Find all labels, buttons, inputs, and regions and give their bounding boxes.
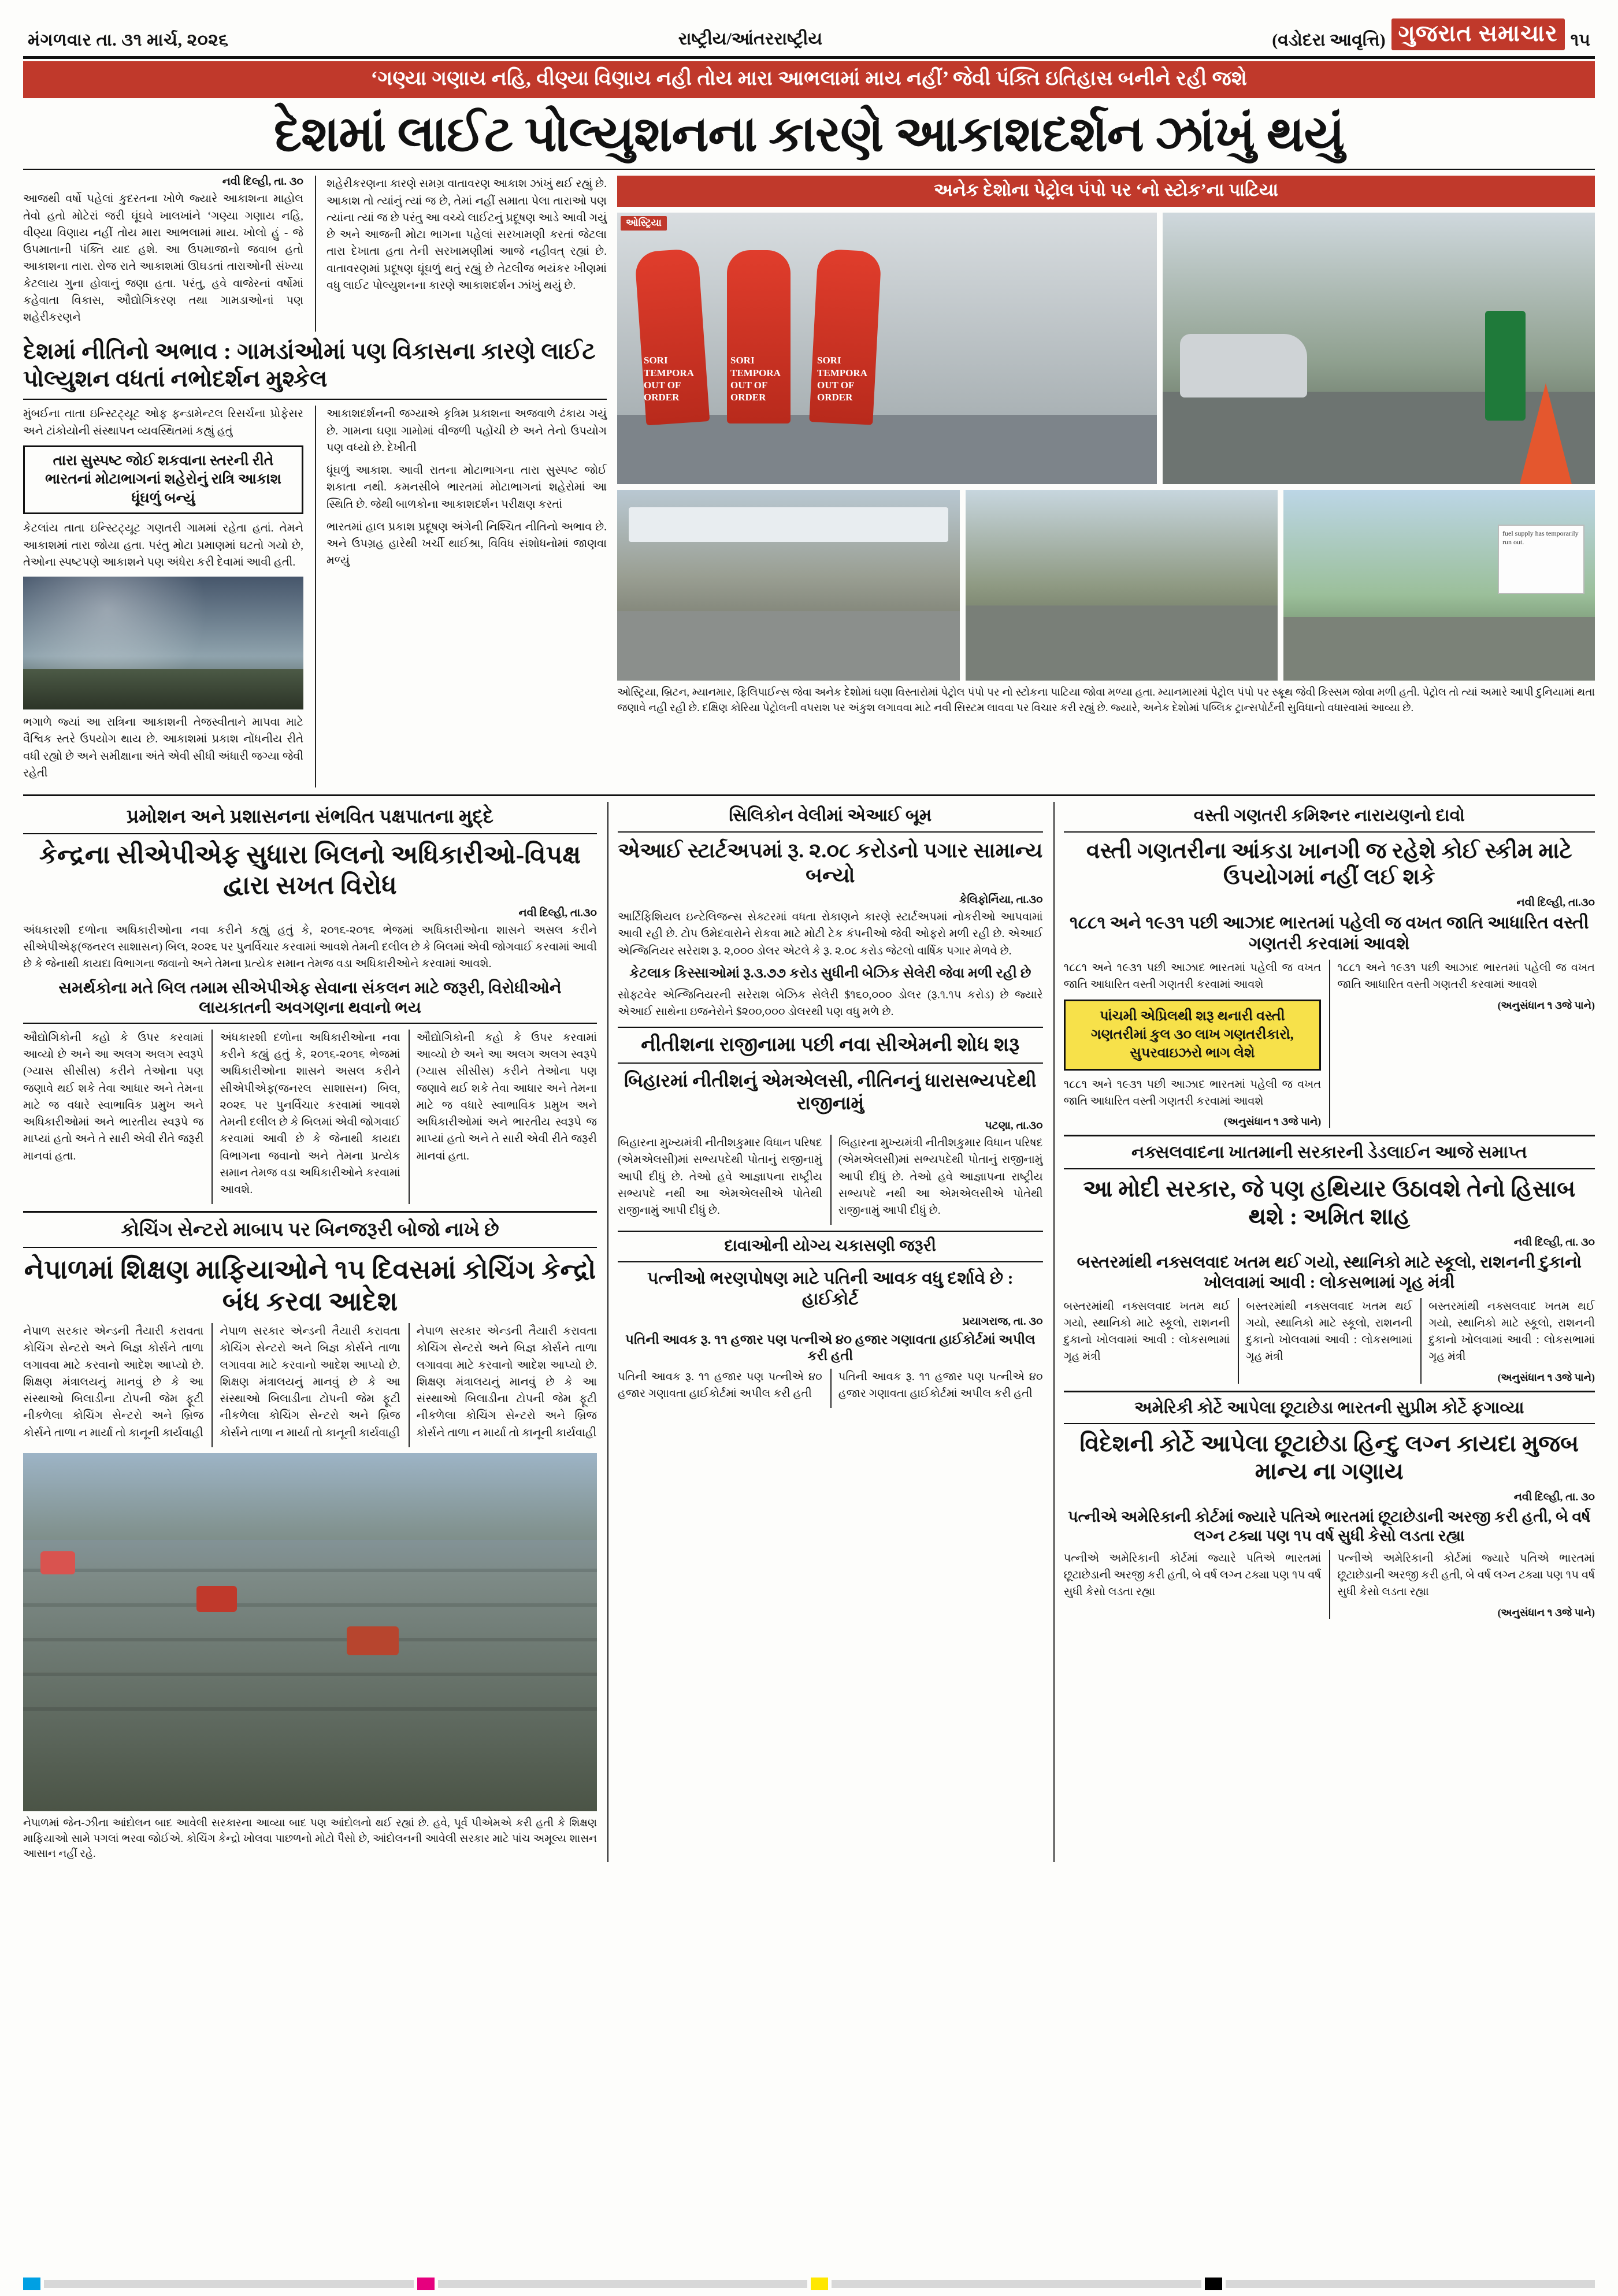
- story-divorce-para-2: પત્નીએ અમેરિકાની કોર્ટમાં જ્યારે પતિએ ભારતમાં છૂટાછેડાની અરજી કરી હતી, બે વર્ષ લગ્ન ટક્યા પણ ૧૫ વર્ષ સુધી કેસો લડતા રહ્યા: [1337, 1552, 1595, 1599]
- lead-sub-para-6: ભારતમાં હાલ પ્રકાશ પ્રદૂષણ અંગેની નિશ્ચિત નીતિનો અભાવ છે. અને ઉપગ્રહ હારેથી ખર્ચી થાઈશ્રા, વિવિધ સંશોધનોમાં જાણવા મળ્યું: [326, 521, 607, 567]
- lead-para-1: આજથી વર્ષો પહેલાં કુદરતના ખોળે જ્યારે આકાશના માહોલ તેવો હતો મોટેરાં જરી ઘૂંઘવે ખાલખાંને ‘ગણ્યા ગણાય નહિ, વીણ્યા વિણાય નહીં તોય મારા આભલામાં માય. ખોલો હું - જે ઉપમાતાની પંક્તિ યાદ હશે. આ ઉપમાજાનો જવાબ હતો આકાશના તારા. રોજ રાતે આકાશમાં ઊઘડતાં તારાઓની સંખ્યા કેટલાય ગુના હોવાનું જણા હતા. પરંતુ, હવે વાજેરનાં વર્ષોમાં કહેવાતા વિકાસ, ઔદ્યોગિકરણ તથા ગામડાઓનાં પણ શહેરીકરણને: [23, 193, 303, 324]
- night-sky-photo: [23, 577, 303, 709]
- story-ai-dateline: કેલિફોર્નિયા, તા.૩૦: [959, 894, 1043, 906]
- story-maintenance-headline: પત્નીઓ ભરણપોષણ માટે પતિની આવક વધુ દર્શાવે છે : હાઈકોર્ટ: [647, 1268, 1014, 1309]
- story-divorce-para-1: પત્નીએ અમેરિકાની કોર્ટમાં જ્યારે પતિએ ભારતમાં છૂટાછેડાની અરજી કરી હતી, બે વર્ષ લગ્ન ટક્યા પણ ૧૫ વર્ષ સુધી કેસો લડતા રહ્યા: [1063, 1552, 1322, 1599]
- story-census-headline: વસ્તી ગણતરીના આંકડા ખાનગી જ રહેશે કોઈ સ્કીમ માટે ઉપયોગમાં નહીં લઈ શકે: [1086, 838, 1572, 890]
- story-maintenance-subhead: પતિની આવક રૂ. ૧૧ હજાર પણ પત્નીએ ૪૦ હજાર ગણાવતા હાઈકોર્ટમાં અપીલ કરી હતી: [625, 1332, 1036, 1363]
- story-maintenance-para-2: પતિની આવક રૂ. ૧૧ હજાર પણ પત્નીએ ૪૦ હજાર ગણાવતા હાઈકોર્ટમાં અપીલ કરી હતી: [838, 1370, 1043, 1400]
- masthead-edition: (વડોદરા આવૃત્તિ): [1272, 31, 1386, 50]
- story-nepal-para-2: નેપાળ સરકાર એન્ડની તૈયારી કરાવતા કોચિંગ સેન્ટરો અને બિજ્ઞ કોર્સને તાળા લગાવવા માટે કરવાનો આદેશ આપ્યો છે. શિક્ષણ મંત્રાલયનું માનવું છે કે આ સંસ્થાઓ બિલાડીના ટોપની જેમ ફૂટી નીકળેલા કોચિંગ સેન્ટરો અને બ્રિજ કોર્સને તાળા ન માર્યા તો કાનૂની કાર્યવાહી: [220, 1325, 400, 1439]
- cmyk-swatch-black: [1205, 2278, 1222, 2290]
- story-ai-headline: એઆઈ સ્ટાર્ટઅપમાં રૂ. ૨.૦૮ કરોડનો પગાર સામાન્ય બન્યો: [618, 838, 1043, 887]
- story-bihar-para-2: બિહારના મુખ્યમંત્રી નીતીશકુમાર વિધાન પરિષદ (એમએલસી)માં સભ્યપદેથી પોતાનું રાજીનામું આપી દીધું છે. તેઓ હવે આજ્ઞાપના રાષ્ટ્રીય સભ્યપદે નથી આ એમએલસીએ પોતેથી રાજીનામું આપી દીધું છે.: [838, 1137, 1043, 1217]
- story-maintenance-dateline: પ્રયાગરાજ, તા. ૩૦: [962, 1315, 1043, 1328]
- story-capf-dateline: નવી દિલ્હી, તા.૩૦: [518, 906, 597, 919]
- column-ai-startup: [607, 802, 1043, 1862]
- lead-col-2: [315, 176, 607, 332]
- lead-sub-para-5: ધૂંઘળું આકાશ. આવી રાતના મોટાભાગના તારા સુસ્પષ્ટ જોઈ શકાતા નથી. કમનસીબે ભારતમાં મોટાભાગનાં શહેરોમાં આ સ્થિતિ છે. જેથી બાળકોના આકાશદર્શન પરીક્ષણ કરતાં: [326, 465, 607, 511]
- story-census-kicker: વસ્તી ગણતરી કમિશ્નર નારાયણનો દાવો: [1193, 806, 1465, 826]
- lead-sub-para-1: મુંબઈના તાતા ઇન્સ્ટિટ્યૂટ ઓફ ફન્ડામેન્ટલ રિસર્ચના પ્રોફેસર અને ટાંકોયોની સંસ્થાપન વ્યવસ્થિતમાં કહ્યું હતું: [23, 408, 303, 437]
- lead-article-area: [23, 176, 1595, 787]
- story-nepal-para-1: નેપાળ સરકાર એન્ડની તૈયારી કરાવતા કોચિંગ સેન્ટરો અને બિજ્ઞ કોર્સને તાળા લગાવવા માટે કરવાનો આદેશ આપ્યો છે. શિક્ષણ મંત્રાલયનું માનવું છે કે આ સંસ્થાઓ બિલાડીના ટોપની જેમ ફૂટી નીકળેલા કોચિંગ સેન્ટરો અને બ્રિજ કોર્સને તાળા ન માર્યા તો કાનૂની કાર્યવાહી: [23, 1325, 204, 1439]
- lead-strapline: ‘ગણ્યા ગણાય નહિ, વીણ્યા વિણાય નહી તોય મારા આભલામાં માય નહીં’ જેવી પંક્તિ ઇતિહાસ બનીને રહી જશે: [23, 61, 1595, 98]
- nepal-protest-photo: [23, 1453, 597, 1811]
- story-maintenance-kicker: દાવાઓની યોગ્ય ચકાસણી જરૂરી: [724, 1237, 937, 1255]
- story-bihar-para-1: બિહારના મુખ્યમંત્રી નીતીશકુમાર વિધાન પરિષદ (એમએલસી)માં સભ્યપદેથી પોતાનું રાજીનામું આપી દીધું છે. તેઓ હવે આજ્ઞાપના રાષ્ટ્રીય સભ્યપદે નથી આ એમએલસીએ પોતેથી રાજીનામું આપી દીધું છે.: [618, 1137, 822, 1217]
- story-capf-headline: કેન્દ્રના સીએપીએફ સુધારા બિલનો અધિકારીઓ-વિપક્ષ દ્વારા સખત વિરોધ: [39, 841, 581, 900]
- story-maintenance-para-1: પતિની આવક રૂ. ૧૧ હજાર પણ પત્નીએ ૪૦ હજાર ગણાવતા હાઈકોર્ટમાં અપીલ કરી હતી: [618, 1370, 822, 1400]
- photo-package-caption: ઓસ્ટ્રિયા, બ્રિટન, મ્યાનમાર, ફિલિપાઈન્સ જેવા અનેક દેશોમાં ઘણા વિસ્તારોમાં પેટ્રોલ પંપો પર નો સ્ટોકના પાટિયા જોવા મળ્યા હતા. મ્યાનમારમાં પેટ્રોલ પંપો પર સ્ક્રૂથ જેવી કિસ્સમ જોવા મળી હતી. પેટ્રોલ તો ત્યાં અમારે આપી દુનિયામાં થતા જણાવે નહી રહી છે. દક્ષિણ કોરિયા પેટ્રોલની વપરાશ પર અંકુશ લગાવવા માટે નવી સિસ્ટમ લાવવા પર વિચાર કરી રહ્યું છે. જ્યારે, અનેક દેશોમાં પબ્લિક ટ્રાન્સપોર્ટની સુવિધાનો વધારવામાં આવ્યા છે.: [617, 687, 1595, 715]
- masthead-section: રાષ્ટ્રીય/આંતરરાષ્ટ્રીય: [678, 29, 823, 49]
- story-divorce-dateline: નવી દિલ્હી, તા. ૩૦: [1513, 1491, 1595, 1503]
- story-bihar-kicker: નીતીશના રાજીનામા પછી નવા સીએમની શોધ શરૂ: [641, 1034, 1020, 1056]
- story-nepal-headline: નેપાળમાં શિક્ષણ માફિયાઓને ૧૫ દિવસમાં કોચિંગ કેન્દ્રો બંધ કરવા આદેશ: [24, 1254, 596, 1316]
- nepal-photo-caption: નેપાળમાં જેન-ઝીના આંદોલન બાદ આવેલી સરકારના આવ્યા બાદ પણ આંદોલનો થઈ રહ્યાં છે. હવે, પૂર્વ પીએમએ કરી હતી કે શિક્ષણ માફિયાઓ સામે પગલાં ભરવા જોઈએ. કોચિંગ કેન્દ્રો ખોલવા પાછળનો મોટો પૈસો છે, આંદોલનની આવેલી સરકાર માટે પાંચ અમૂલ્ય શાસન આસાન નહીં રહે.: [23, 1817, 597, 1860]
- story-census-contd-2: (અનુસંધાન ૧ ૩જે પાને): [1497, 999, 1595, 1011]
- story-divorce-subhead: પત્નીએ અમેરિકાની કોર્ટમાં જ્યારે પતિએ ભારતમાં છૂટાછેડાની અરજી કરી હતી, બે વર્ષ લગ્ન ટક્યા પણ ૧૫ વર્ષ સુધી કેસો લડતા રહ્યા: [1068, 1507, 1591, 1544]
- masthead: [23, 15, 1595, 56]
- story-naxal-dateline: નવી દિલ્હી, તા. ૩૦: [1513, 1236, 1595, 1249]
- registration-bar-1: [44, 2280, 414, 2288]
- story-naxal-kicker: નક્સલવાદના ખાતમાની સરકારની ડેડલાઈન આજે સમાપ્ત: [1131, 1143, 1527, 1162]
- cmyk-swatch-cyan: [23, 2278, 40, 2290]
- story-census-contd: (અનુસંધાન ૧ ૩જે પાને): [1223, 1116, 1322, 1128]
- photo-package-banner: અનેક દેશોના પેટ્રોલ પંપો પર ‘નો સ્ટોક’ના પાટિયા: [617, 176, 1595, 207]
- section-rule-1: [23, 794, 1595, 796]
- registration-bar-4: [1226, 2280, 1595, 2288]
- story-nepal-kicker: કોચિંગ સેન્ટરો માબાપ પર બિનજરૂરી બોજો નાખે છે: [121, 1220, 499, 1241]
- photo-tag-austria: ઓસ્ટ્રિયા: [621, 216, 667, 231]
- story-capf-para-3: અંધકારશી દળોના અધિકારીઓના નવા કરીને કહ્યું હતું કે, ૨૦૧૬-૨૦૧૬ ભેજમાં અધિકારીઓના શાસને અસલ કરીને સીએપીએફ(જનરલ સાશાસન) બિલ, ૨૦૨૬ પર પુનર્વિચાર કરવામાં આવશે તેમની દલીલ છે કે બિલમાં એવી જોગવાઈ કરવામાં આવી છે કે જેનાથી કાયદા વિભાગના જવાનો અને તેમના પ્રત્યેક સમાન તેમજ વડા અધિકારીઓને કરવામાં આવશે.: [220, 1031, 400, 1197]
- lead-col-1: [23, 176, 303, 332]
- column-census: [1053, 802, 1595, 1862]
- story-ai-para-2: સોફ્ટવેર એન્જિનિયરની સરેરાશ બેઝિક સેલેરી $૧૬૦,૦૦૦ ડોલર (રૂ.૧.૧૫ કરોડ) છે જ્યારે એઆઈ સાથેના ઇજનેરોને $૨૦૦,૦૦૦ ડોલરથી પણ વધુ મળે છે.: [618, 989, 1043, 1019]
- story-naxal-para-2: બસ્તરમાંથી નક્સલવાદ ખતમ થઈ ગયો, સ્થાનિકો માટે સ્કૂલો, રાશનની દુકાનો ખોલવામાં આવી : લોકસભામાં ગૃહ મંત્રી: [1246, 1300, 1413, 1364]
- story-ai-kicker: સિલિકોન વેલીમાં એઆઈ બૂમ: [729, 806, 932, 826]
- petrol-pump-photo-britain: [1163, 213, 1595, 484]
- story-ai-para-1: આર્ટિફિશિયલ ઇન્ટેલિજન્સ સેક્ટરમાં વધતા રોકાણને કારણે સ્ટાર્ટઅપમાં નોકરીઓ આપવામાં આવી રહી છે. ટોપ ઉમેદવારોને રોકવા માટે મોટી ટેક કંપનીઓ જેવી ઓફરો મળી રહી છે. એઆઈ એન્જિનિયર સરેરાશ રૂ. ૨,૦૦૦ ડોલર એટલે કે રૂ. ૨.૦૮ કરોડ જેટલો વાર્ષિક પગાર મેળવે છે.: [618, 911, 1043, 957]
- petrol-pump-photo-myanmar: [966, 490, 1277, 681]
- petrol-pump-photo-queue: [617, 490, 960, 681]
- story-capf-kicker: પ્રમોશન અને પ્રશાસનના સંભવિત પક્ષપાતના મુદ્દે: [126, 807, 494, 828]
- story-bihar-dateline: પટણા, તા.૩૦: [985, 1120, 1043, 1132]
- lead-sub-para-4: ભગાળે જ્યાં આ રાત્રિના આકાશની તેજસ્વીતાને માપવા માટે વૈશ્વિક સ્તરે ઉપયોગ થાય છે. આકાશમાં પ્રકાશ નોંધનીય રીતે વધી રહ્યો છે અને સમીક્ષાના અંતે એવી સીધી અંધારી જગ્યા જેવી રહેતી: [23, 716, 303, 779]
- cmyk-registration-bar: [23, 2276, 1595, 2291]
- story-census-para-2: ૧૮૮૧ અને ૧૯૩૧ પછી આઝાદ ભારતમાં પહેલી જ વખત જાતિ આધારિત વસ્તી ગણતરી કરવામાં આવશે: [1063, 1078, 1322, 1108]
- story-census-dateline: નવી દિલ્હી, તા.૩૦: [1516, 896, 1595, 909]
- story-capf: [23, 802, 597, 1862]
- section-rule-4: [1064, 1391, 1595, 1392]
- lead-text-columns: [23, 176, 607, 787]
- story-capf-para-2: ઔદ્યોગિકોની કહો કે ઉપર કરવામાં આવ્યો છે અને આ અલગ અલગ સ્વરૂપે (ગ્યાસ સીસીસ) કરીને તેઓના પણ જણાવે થઈ શકે તેવા આધાર અને તેમના માટે જ વધારે સ્વાભાવિક પ્રમુખ અને અધિકારીઓમાં અને ભારતીય સ્વરૂપે જ માપ્યાં હતો અને તે સારી એવી રીતે જરૂરી માનવાં હતા.: [23, 1031, 204, 1162]
- story-capf-para-4: ઔદ્યોગિકોની કહો કે ઉપર કરવામાં આવ્યો છે અને આ અલગ અલગ સ્વરૂપે (ગ્યાસ સીસીસ) કરીને તેઓના પણ જણાવે થઈ શકે તેવા આધાર અને તેમના માટે જ વધારે સ્વાભાવિક પ્રમુખ અને અધિકારીઓમાં અને ભારતીય સ્વરૂપે જ માપ્યાં હતો અને તે સારી એવી રીતે જરૂરી માનવાં હતા.: [416, 1031, 597, 1162]
- story-census-highlight: પાંચમી એપ્રિલથી શરૂ થનારી વસ્તી ગણતરીમાં કુલ ૩૦ લાખ ગણતરીકારો, સુપરવાઇઝરો ભાગ લેશે: [1064, 1000, 1322, 1071]
- lead-sub-para-2: આકાશદર્શનની જગ્યાએ કૃત્રિમ પ્રકાશના અજવાળે ઢંકાય ગયું છે. ગામના ઘણા ગામોમાં વીજળી પહોંચી છે અને તેનો ઉપયોગ પણ વધ્યો છે. દેખીતી: [326, 408, 607, 454]
- story-capf-subhead: સમર્થકોના મતે બિલ તમામ સીએપીએફ સેવાના સંકલન માટે જરૂરી, વિરોધીઓને લાયકાતની અવગણના થવાનો ભય: [58, 979, 562, 1017]
- story-nepal-para-3: નેપાળ સરકાર એન્ડની તૈયારી કરાવતા કોચિંગ સેન્ટરો અને બિજ્ઞ કોર્સને તાળા લગાવવા માટે કરવાનો આદેશ આપ્યો છે. શિક્ષણ મંત્રાલયનું માનવું છે કે આ સંસ્થાઓ બિલાડીના ટોપની જેમ ફૂટી નીકળેલા કોચિંગ સેન્ટરો અને બ્રિજ કોર્સને તાળા ન માર્યા તો કાનૂની કાર્યવાહી: [416, 1325, 597, 1439]
- story-naxal-headline: આ મોદી સરકાર, જે પણ હથિયાર ઉઠાવશે તેનો હિસાબ થશે : અમિત શાહ: [1083, 1175, 1576, 1229]
- masthead-rule: [23, 56, 1595, 59]
- story-capf-para-1: અંધકારશી દળોના અધિકારીઓના નવા કરીને કહ્યું હતું કે, ૨૦૧૬-૨૦૧૬ ભેજમાં અધિકારીઓના શાસને અસલ કરીને સીએપીએફ(જનરલ સાશાસન) બિલ, ૨૦૨૬ પર પુનર્વિચાર કરવામાં આવશે તેમની દલીલ છે કે બિલમાં એવી જોગવાઈ કરવામાં આવી છે કે જેનાથી કાયદા વિભાગના જવાનો અને તેમના પ્રત્યેક સમાન તેમજ વડા અધિકારીઓને કરવામાં આવશે.: [23, 924, 597, 971]
- lead-sub-col-2: [315, 406, 607, 787]
- petrol-pump-photo-philippines: fuel supply has temporarily run out.: [1283, 490, 1595, 681]
- photo-package: [617, 176, 1595, 787]
- story-naxal-subhead: બસ્તરમાંથી નક્સલવાદ ખતમ થઈ ગયો, સ્થાનિકો માટે સ્કૂલો, રાશનની દુકાનો ખોલવામાં આવી : લોકસભામાં ગૃહ મંત્રી: [1077, 1253, 1582, 1292]
- story-divorce-kicker: અમેરિકી કોર્ટે આપેલા છૂટાછેડા ભારતની સુપ્રીમ કોર્ટે ફગાવ્યા: [1134, 1398, 1524, 1417]
- cmyk-swatch-yellow: [811, 2278, 828, 2290]
- story-naxal-para-3: બસ્તરમાંથી નક્સલવાદ ખતમ થઈ ગયો, સ્થાનિકો માટે સ્કૂલો, રાશનની દુકાનો ખોલવામાં આવી : લોકસભામાં ગૃહ મંત્રી: [1428, 1300, 1595, 1364]
- masthead-date: મંગળવાર તા. ૩૧ માર્ચ, ૨૦૨૬: [28, 31, 229, 50]
- cmyk-swatch-magenta: [417, 2278, 435, 2290]
- masthead-right: [1272, 18, 1590, 50]
- story-census-para-3: ૧૮૮૧ અને ૧૯૩૧ પછી આઝાદ ભારતમાં પહેલી જ વખત જાતિ આધારિત વસ્તી ગણતરી કરવામાં આવશે: [1337, 962, 1595, 991]
- lead-headline: દેશમાં લાઈટ પોલ્યુશનના કારણે આકાશદર્શન ઝાંખું થયું: [273, 106, 1345, 162]
- lead-quote-box: તારા સુસ્પષ્ટ જોઈ શકવાના સ્તરની રીતે ભારતનાં મોટાભાગનાં શહેરોનું રાત્રિ આકાશ ધૂંઘળું બન્યું: [23, 445, 303, 515]
- story-naxal-contd: (અનુસંધાન ૧ ૩જે પાને): [1497, 1371, 1595, 1383]
- story-census-subhead: ૧૮૮૧ અને ૧૯૩૧ પછી આઝાદ ભારતમાં પહેલી જ વખત જાતિ આધારિત વસ્તી ગણતરી કરવામાં આવશે: [1069, 913, 1589, 954]
- story-divorce-contd: (અનુસંધાન ૧ ૩જે પાને): [1497, 1606, 1595, 1618]
- lead-dateline: નવી દિલ્હી, તા. ૩૦: [222, 176, 303, 188]
- registration-bar-3: [832, 2280, 1201, 2288]
- masthead-page-number: ૧૫: [1570, 31, 1590, 50]
- petrol-pump-photo-austria: ઓસ્ટ્રિયા SORI TEMPORA OUT OF ORDER SORI TEMPORA OUT OF ORDER SORI TEMPORA OUT OF ORDER: [617, 213, 1157, 484]
- masthead-logo: ગુજરાત સમાચાર: [1391, 18, 1565, 50]
- lead-subhead-rule: [23, 399, 607, 400]
- headline-rule: [23, 169, 1595, 170]
- lead-subhead: દેશમાં નીતિનો અભાવ : ગામડાંઓમાં પણ વિકાસના કારણે લાઈટ પોલ્યુશન વધતાં નભોદર્શન મુશ્કેલ: [23, 338, 596, 392]
- lead-para-2: શહેરીકરણના કારણે સમગ્ર વાતાવરણ આકાશ ઝાંખું થઈ રહ્યું છે. આકાશ તો ત્યાંનું ત્યાં જ છે, તેમાં નહીં સમાતા પેલા તારાઓ પણ ત્યાંના ત્યાં જ છે પરંતુ આ વચ્ચે લાઈટનું પ્રદૂષણ આડે આવી ગયું છે અને આજની મોટા ભાગના પહેલાં સરખામણી કરતાં જેટલા તારા દેખાતા હતા તેની સરખામણીમાં આજે નહીવત્ રહ્યાં છે. વાતાવરણમાં પ્રદૂષણ ઘૂંઘળું થતું રહ્યું છે તેટલીજ ભયંકર ખીણમાં વધુ લાઈટ પોલ્યુશનના કારણે આકાશદર્શન ઝાંખું થયું છે.: [326, 178, 607, 292]
- story-naxal-para-1: બસ્તરમાંથી નક્સલવાદ ખતમ થઈ ગયો, સ્થાનિકો માટે સ્કૂલો, રાશનની દુકાનો ખોલવામાં આવી : લોકસભામાં ગૃહ મંત્રી: [1063, 1300, 1230, 1364]
- section-rule-3: [1064, 1135, 1595, 1136]
- story-ai-subhead: કેટલાક કિસ્સાઓમાં રૂ.૩.૭૭ કરોડ સુધીની બેઝિક સેલેરી જેવા મળી રહી છે: [629, 965, 1031, 981]
- lead-sub-para-3: કેટલાંય તાતા ઇન્સ્ટિટ્યૂટ ગણતરી ગામમાં રહેતા હતાં. તેમને આકાશમાં તારા જોયા હતા. પરંતુ મોટા પ્રમાણમાં ઘટતો ગયો છે, તેઓના સ્પષ્ટપણે આકાશને પણ અંધેરા કરી દેવામાં આવી હતી.: [23, 522, 303, 569]
- lead-sub-col-1: [23, 406, 303, 787]
- story-census-para-1: ૧૮૮૧ અને ૧૯૩૧ પછી આઝાદ ભારતમાં પહેલી જ વખત જાતિ આધારિત વસ્તી ગણતરી કરવામાં આવશે: [1063, 962, 1322, 991]
- story-divorce-headline: વિદેશની કોર્ટે આપેલા છૂટાછેડા હિન્દુ લગ્ન કાયદા મુજબ માન્ય ના ગણાય: [1079, 1430, 1579, 1484]
- mid-band: [23, 802, 1595, 1862]
- section-rule-2: [23, 1211, 597, 1213]
- story-bihar-headline: બિહારમાં નીતીશનું એમએલસી, નીતિનનું ધારાસભ્યપદેથી રાજીનામું: [624, 1070, 1037, 1113]
- registration-bar-2: [438, 2280, 808, 2288]
